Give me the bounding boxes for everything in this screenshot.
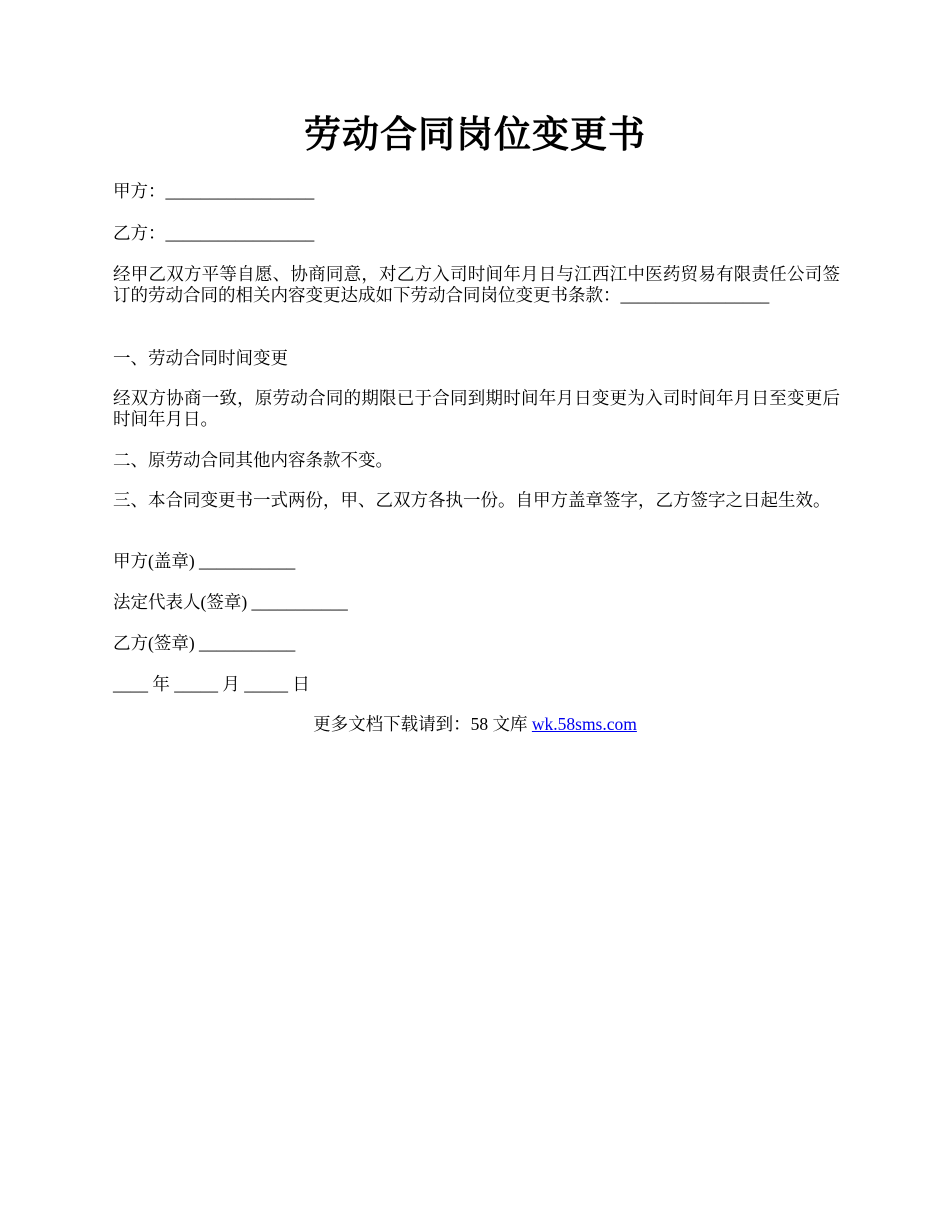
section-1-body: 经双方协商一致，原劳动合同的期限已于合同到期时间年月日变更为入司时间年月日至变更后时间年月日。 bbox=[113, 388, 840, 429]
intro-paragraph: 经甲乙双方平等自愿、协商同意，对乙方入司时间年月日与江西江中医药贸易有限责任公司签订的劳动合同的相关内容变更达成如下劳动合同岗位变更书条款：_________________ bbox=[113, 264, 840, 305]
section-2-paragraph: 二、原劳动合同其他内容条款不变。 bbox=[113, 450, 393, 470]
party-b-line: 乙方：_________________ bbox=[113, 223, 315, 243]
signature-legal-representative: 法定代表人(签章) ___________ bbox=[113, 592, 348, 612]
section-1-heading: 一、劳动合同时间变更 bbox=[113, 348, 288, 368]
signature-party-b: 乙方(签章) ___________ bbox=[113, 633, 296, 653]
document-title: 劳动合同岗位变更书 bbox=[304, 115, 646, 156]
section-3-paragraph: 三、本合同变更书一式两份，甲、乙双方各执一份。自甲方盖章签字，乙方签字之日起生效。 bbox=[113, 490, 831, 510]
footer-link[interactable]: wk.58sms.com bbox=[531, 714, 637, 734]
party-a-line: 甲方：_________________ bbox=[113, 181, 315, 201]
date-line: ____ 年 _____ 月 _____ 日 bbox=[113, 674, 310, 694]
footer-text: 更多文档下载请到：58 文库 bbox=[313, 714, 532, 734]
signature-party-a: 甲方(盖章) ___________ bbox=[113, 551, 296, 571]
footer bbox=[0, 714, 950, 735]
